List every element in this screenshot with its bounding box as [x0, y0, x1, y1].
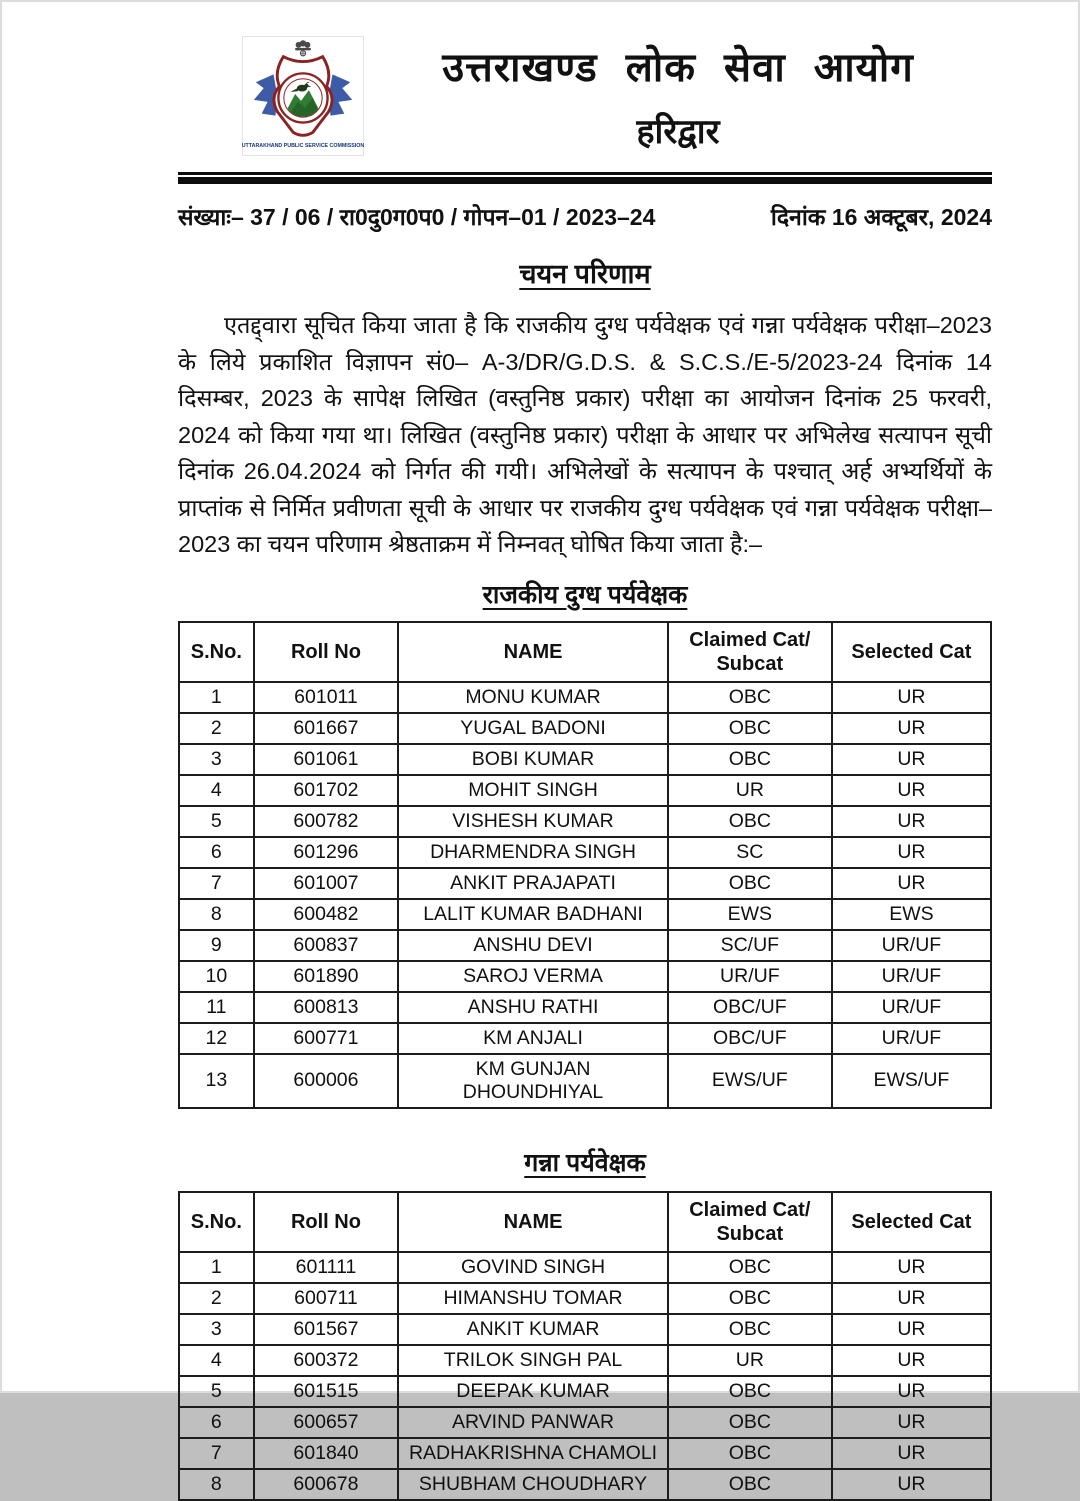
table-cell: OBC — [668, 1314, 832, 1345]
table-cell: OBC — [668, 713, 832, 744]
table-cell: 601702 — [254, 775, 399, 806]
table-cell: OBC — [668, 1438, 832, 1469]
table-cell: 600657 — [254, 1407, 399, 1438]
table-cell: ANSHU RATHI — [398, 992, 668, 1023]
table-cell: UR/UF — [832, 1023, 991, 1054]
document-header — [178, 2, 992, 156]
table-cell: 600782 — [254, 806, 399, 837]
reference-number: संख्याः– 37 / 06 / रा0दु0ग0प0 / गोपन–01 / 2023–24 — [178, 204, 656, 230]
table-cell: KM GUNJAN DHOUNDHIYAL — [398, 1054, 668, 1108]
table-cell: 601667 — [254, 713, 399, 744]
table-row — [179, 992, 991, 1023]
table-row — [179, 1376, 991, 1407]
table-cell: 600771 — [254, 1023, 399, 1054]
table-cell: UR — [832, 744, 991, 775]
column-header: NAME — [398, 1192, 668, 1252]
header-rule — [178, 172, 992, 184]
org-titles — [364, 36, 992, 153]
table-cell: ARVIND PANWAR — [398, 1407, 668, 1438]
table-cell: UR — [832, 1283, 991, 1314]
table-cell: RADHAKRISHNA CHAMOLI — [398, 1438, 668, 1469]
table-cell: MONU KUMAR — [398, 682, 668, 713]
table-row — [179, 1023, 991, 1054]
table-cell: OBC — [668, 682, 832, 713]
table-cell: BOBI KUMAR — [398, 744, 668, 775]
table-row — [179, 1283, 991, 1314]
column-header: Roll No — [254, 622, 399, 682]
table-cell: UR — [832, 837, 991, 868]
column-header: Claimed Cat/ Subcat — [668, 622, 832, 682]
table-cell: LALIT KUMAR BADHANI — [398, 899, 668, 930]
table-cell: OBC — [668, 806, 832, 837]
table-row — [179, 744, 991, 775]
table-cell: 601061 — [254, 744, 399, 775]
table-row — [179, 961, 991, 992]
column-header: Roll No — [254, 1192, 399, 1252]
table-cell: MOHIT SINGH — [398, 775, 668, 806]
table-cell: OBC — [668, 1252, 832, 1283]
table-cell: UR/UF — [668, 961, 832, 992]
table-cell: 601011 — [254, 682, 399, 713]
table-cell: OBC/UF — [668, 992, 832, 1023]
table-cell: 9 — [179, 930, 254, 961]
result-heading: चयन परिणाम — [519, 259, 651, 289]
table-cell: SHUBHAM CHOUDHARY — [398, 1469, 668, 1500]
table-cell: UR — [668, 775, 832, 806]
table-cell: DEEPAK KUMAR — [398, 1376, 668, 1407]
table-cell: DHARMENDRA SINGH — [398, 837, 668, 868]
table-cell: 10 — [179, 961, 254, 992]
table-row — [179, 899, 991, 930]
table-cell: OBC — [668, 868, 832, 899]
table-cell: SC — [668, 837, 832, 868]
milk-supervisor-title: राजकीय दुग्ध पर्यवेक्षक — [482, 580, 688, 609]
table-cell: 5 — [179, 1376, 254, 1407]
table-cell: 11 — [179, 992, 254, 1023]
table-cell: UR/UF — [832, 961, 991, 992]
table-cell: TRILOK SINGH PAL — [398, 1345, 668, 1376]
milk-supervisor-table — [178, 621, 992, 1109]
column-header: S.No. — [179, 622, 254, 682]
table-cell: ANKIT KUMAR — [398, 1314, 668, 1345]
table-row — [179, 1054, 991, 1108]
cane-supervisor-title: गन्ना पर्यवेक्षक — [524, 1148, 646, 1177]
table-cell: 601567 — [254, 1314, 399, 1345]
issue-date: दिनांक 16 अक्टूबर, 2024 — [770, 204, 992, 230]
column-header: Selected Cat — [832, 1192, 991, 1252]
table-row — [179, 1252, 991, 1283]
table-cell: 600482 — [254, 899, 399, 930]
table-cell: 600372 — [254, 1345, 399, 1376]
table-cell: 7 — [179, 868, 254, 899]
table-cell: EWS/UF — [832, 1054, 991, 1108]
table-cell: 12 — [179, 1023, 254, 1054]
table-cell: 3 — [179, 744, 254, 775]
table-cell: 1 — [179, 682, 254, 713]
table-cell: GOVIND SINGH — [398, 1252, 668, 1283]
table-cell: HIMANSHU TOMAR — [398, 1283, 668, 1314]
table-cell: ANKIT PRAJAPATI — [398, 868, 668, 899]
table-cell: 13 — [179, 1054, 254, 1108]
table-cell: 6 — [179, 1407, 254, 1438]
table-row — [179, 713, 991, 744]
table-cell: UR — [832, 806, 991, 837]
table-cell: VISHESH KUMAR — [398, 806, 668, 837]
table-cell: 601296 — [254, 837, 399, 868]
table-cell: UR/UF — [832, 930, 991, 961]
table-cell: UR — [832, 1345, 991, 1376]
table-cell: 600006 — [254, 1054, 399, 1108]
table-cell: YUGAL BADONI — [398, 713, 668, 744]
table-row — [179, 868, 991, 899]
column-header: S.No. — [179, 1192, 254, 1252]
column-header: Selected Cat — [832, 622, 991, 682]
table-cell: 600813 — [254, 992, 399, 1023]
cane-supervisor-table — [178, 1191, 992, 1501]
table-cell: OBC — [668, 1283, 832, 1314]
column-header: Claimed Cat/ Subcat — [668, 1192, 832, 1252]
table-cell: 6 — [179, 837, 254, 868]
table-row — [179, 1438, 991, 1469]
table-cell: EWS/UF — [668, 1054, 832, 1108]
reference-row — [178, 200, 992, 232]
table-cell: OBC — [668, 1407, 832, 1438]
ashoka-emblem-icon — [295, 40, 311, 56]
table-cell: 600711 — [254, 1283, 399, 1314]
table-cell: 8 — [179, 1469, 254, 1500]
table-cell: UR — [832, 1314, 991, 1345]
table-cell: SC/UF — [668, 930, 832, 961]
table-cell: UR — [832, 682, 991, 713]
table-cell: 4 — [179, 1345, 254, 1376]
table-cell: 7 — [179, 1438, 254, 1469]
table-row — [179, 837, 991, 868]
column-header: NAME — [398, 622, 668, 682]
table-header-row — [179, 622, 991, 682]
table-cell: UR — [832, 1469, 991, 1500]
table-cell: ANSHU DEVI — [398, 930, 668, 961]
table-cell: EWS — [832, 899, 991, 930]
logo-caption: UTTARAKHAND PUBLIC SERVICE COMMISSION — [241, 143, 365, 150]
table-row — [179, 806, 991, 837]
table-cell: 600837 — [254, 930, 399, 961]
table-row — [179, 682, 991, 713]
table-cell: 600678 — [254, 1469, 399, 1500]
table-cell: UR — [668, 1345, 832, 1376]
table-cell: UR — [832, 1438, 991, 1469]
table-row — [179, 1407, 991, 1438]
table-cell: 1 — [179, 1252, 254, 1283]
notification-paragraph: एतद्द्वारा सूचित किया जाता है कि राजकीय दुग्ध पर्यवेक्षक एवं गन्ना पर्यवेक्षक परीक्षा–2023 के लिये प्रकाशित विज्ञापन सं0– A-3/DR/G.D.S. & S.C.S./E-5/2023-24 दिनांक 14 दिसम्बर, 2023 के सापेक्ष लिखित (वस्तुनिष्ठ प्रकार) परीक्षा का आयोजन दिनांक 25 फरवरी, 2024 को किया गया था। लिखित (वस्तुनिष्ठ प्रकार) परीक्षा के आधार पर अभिलेख सत्यापन सूची दिनांक 26.04.2024 को निर्गत की गयी। अभिलेखों के सत्यापन के पश्चात् अर्ह अभ्यर्थियों के प्राप्तांक से निर्मित प्रवीणता सूची के आधार पर राजकीय दुग्ध पर्यवेक्षक एवं गन्ना पर्यवेक्षक परीक्षा–2023 का चयन परिणाम श्रेष्ठताक्रम में निम्नवत् घोषित किया जाता है:– — [178, 312, 992, 557]
table-cell: 5 — [179, 806, 254, 837]
table-cell: UR/UF — [832, 992, 991, 1023]
table-row — [179, 1345, 991, 1376]
table-cell: UR — [832, 868, 991, 899]
table-cell: 601111 — [254, 1252, 399, 1283]
table-cell: UR — [832, 775, 991, 806]
table-cell: UR — [832, 1252, 991, 1283]
shield-icon — [274, 57, 332, 136]
table-cell: UR — [832, 1407, 991, 1438]
upsc-logo — [242, 36, 364, 156]
table-cell: 3 — [179, 1314, 254, 1345]
table-cell: 8 — [179, 899, 254, 930]
table-cell: 2 — [179, 1283, 254, 1314]
table-cell: 601840 — [254, 1438, 399, 1469]
table-cell: OBC — [668, 1376, 832, 1407]
table-cell: SAROJ VERMA — [398, 961, 668, 992]
table-row — [179, 775, 991, 806]
table-cell: OBC — [668, 744, 832, 775]
table-cell: KM ANJALI — [398, 1023, 668, 1054]
table-row — [179, 930, 991, 961]
table-cell: 2 — [179, 713, 254, 744]
table-cell: OBC/UF — [668, 1023, 832, 1054]
table-cell: OBC — [668, 1469, 832, 1500]
table-header-row — [179, 1192, 991, 1252]
table-cell: UR — [832, 1376, 991, 1407]
table-cell: UR — [832, 713, 991, 744]
table-row — [179, 1314, 991, 1345]
table-cell: 601007 — [254, 868, 399, 899]
table-cell: 601515 — [254, 1376, 399, 1407]
org-city: हरिद्वार — [636, 113, 720, 151]
upsc-emblem-icon — [243, 37, 363, 153]
org-name: उत्तराखण्ड लोक सेवा आयोग — [442, 46, 914, 90]
table-cell: EWS — [668, 899, 832, 930]
table-cell: 601890 — [254, 961, 399, 992]
table-cell: 4 — [179, 775, 254, 806]
table-row — [179, 1469, 991, 1500]
